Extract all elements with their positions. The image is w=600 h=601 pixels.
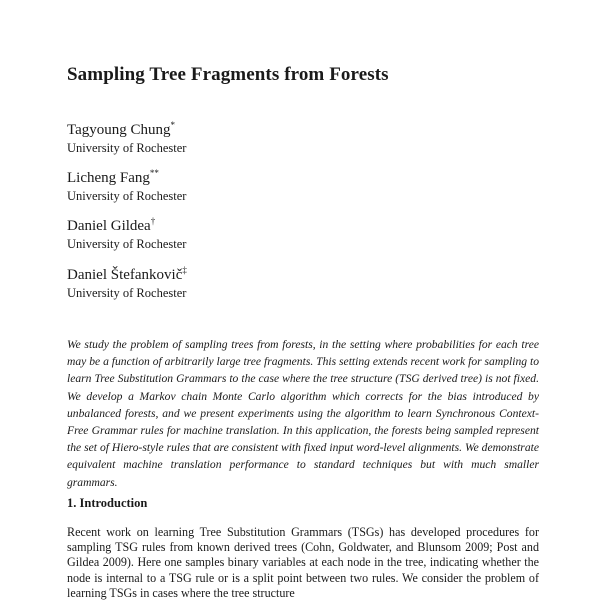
author-block bbox=[67, 120, 187, 155]
author-affiliation: University of Rochester bbox=[67, 141, 187, 155]
author-block bbox=[67, 168, 187, 203]
author-block bbox=[67, 216, 187, 251]
author-footnote-mark: ‡ bbox=[182, 265, 187, 275]
author-name bbox=[67, 216, 186, 234]
section-heading: 1. Introduction bbox=[67, 496, 148, 510]
abstract: We study the problem of sampling trees from forests, in the setting where probabilities for each tree may be a function of arbitrarily large tree fragments. This setting extends recent work for sampling to learn Tree Substitution Grammars to the case where the tree structure (TSG derived tree) is not fixed. We develop a Markov chain Monte Carlo algorithm which corrects for the bias introduced by unbalanced forests, and we present experiments using the algorithm to learn Synchronous Context-Free Grammar rules for machine translation. In this application, the forests being sampled represent the set of Hiero-style rules that are consistent with fixed input word-level alignments. We demonstrate equivalent machine translation performance to standard techniques but with much smaller grammars. bbox=[67, 338, 539, 489]
author-name bbox=[67, 120, 186, 138]
author-footnote-mark: † bbox=[150, 216, 156, 226]
section-body-text: Recent work on learning Tree Substitution Grammars (TSGs) has developed procedures for sampling TSG rules from known derived trees (Cohn, Goldwater, and Blunsom 2009; Post and Gildea 2009). Here one samples binary variables at each node in the tree, indicating whether the node is internal to a TSG rule or is a split point between two rules. We consider the problem of learning TSGs in cases where the tree structure bbox=[67, 525, 539, 600]
author-affiliation: University of Rochester bbox=[67, 237, 187, 251]
paper-title: Sampling Tree Fragments from Forests bbox=[67, 64, 389, 85]
author-name-text: Licheng Fang bbox=[67, 170, 150, 186]
author-affiliation: University of Rochester bbox=[67, 286, 187, 300]
author-affiliation: University of Rochester bbox=[67, 189, 187, 203]
author-name-text: Tagyoung Chung bbox=[67, 122, 171, 138]
author-footnote-mark: ** bbox=[149, 168, 159, 178]
author-name-text: Daniel Štefankovič bbox=[67, 267, 183, 283]
author-footnote-mark: * bbox=[170, 120, 176, 130]
author-name-text: Daniel Gildea bbox=[67, 218, 151, 234]
author-name bbox=[67, 265, 187, 283]
author-block bbox=[67, 265, 187, 300]
author-name bbox=[67, 168, 186, 186]
